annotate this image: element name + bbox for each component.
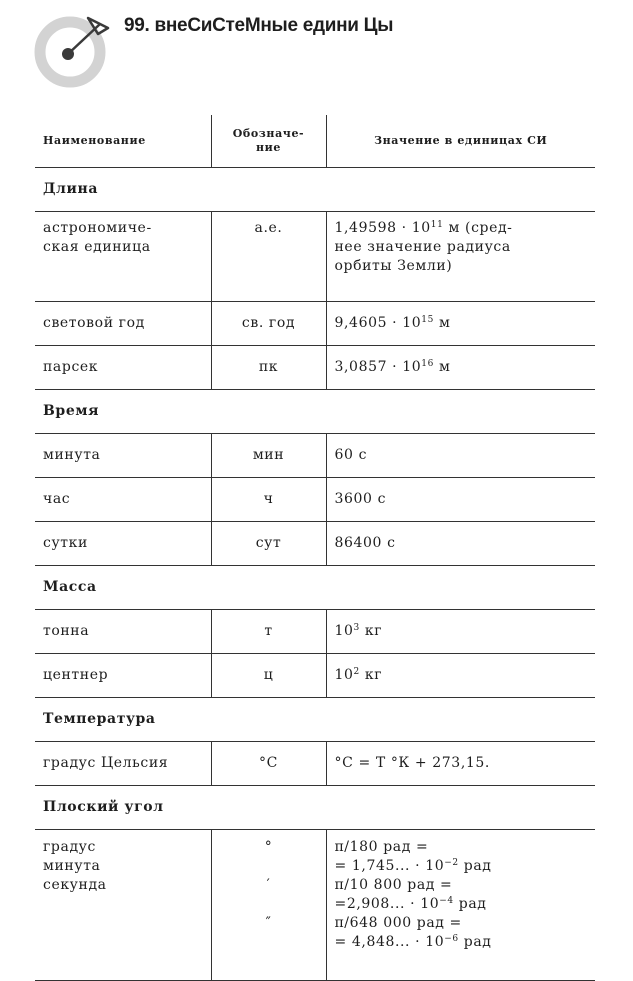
c-mantissa: 10 [334, 667, 354, 683]
table-row-minute [35, 434, 595, 478]
angle-symbol-minute: ′ [266, 877, 271, 893]
table-row-light-year [35, 302, 595, 346]
units-table [35, 115, 595, 981]
min-pre: =2,908... · 10 [334, 896, 440, 912]
pc-exp: 16 [421, 359, 434, 369]
header-symbol-line2: ние [255, 141, 281, 154]
cell-name-light-year: световой год [35, 302, 211, 346]
cell-value-celsius: °С = Т °К + 273,15. [326, 742, 595, 786]
deg-pre: = 1,745... · 10 [334, 858, 445, 874]
cell-value-hour: 3600 с [326, 478, 595, 522]
angle-name-second: секунда [43, 877, 107, 893]
t-exp: 3 [353, 623, 360, 633]
au-exp: 11 [430, 220, 444, 230]
section-row-time [35, 390, 595, 434]
cell-symbol-light-year: св. год [211, 302, 326, 346]
table-row-celsius [35, 742, 595, 786]
table-row-day [35, 522, 595, 566]
angle-min-line1: π/10 800 рад = [334, 877, 453, 893]
table-row-tonne [35, 610, 595, 654]
t-mantissa: 10 [334, 623, 354, 639]
cell-value-au [326, 212, 595, 302]
t-unit: кг [359, 623, 383, 639]
cell-symbol-hour: ч [211, 478, 326, 522]
deg-exp: −2 [444, 858, 459, 868]
angle-symbol-degree: ° [264, 839, 273, 855]
section-label-mass: Масса [35, 566, 595, 610]
angle-name-minute: минута [43, 858, 101, 874]
table-row-centner [35, 654, 595, 698]
table-row-au [35, 212, 595, 302]
cell-value-centner [326, 654, 595, 698]
cell-value-au-line3: орбиты Земли) [334, 258, 453, 274]
ly-mantissa: 9,4605 · 10 [334, 315, 422, 331]
cell-symbol-day: сут [211, 522, 326, 566]
cell-symbol-celsius: °С [211, 742, 326, 786]
cell-name-celsius: градус Цельсия [35, 742, 211, 786]
cell-symbol-angle [211, 830, 326, 981]
angle-deg-line2 [335, 857, 588, 876]
page-title [124, 15, 393, 37]
cell-symbol-minute: мин [211, 434, 326, 478]
section-label-time: Время [35, 390, 595, 434]
deg-unit: рад [458, 858, 492, 874]
cell-name-minute: минута [35, 434, 211, 478]
min-unit: рад [453, 896, 487, 912]
cell-symbol-centner: ц [211, 654, 326, 698]
pc-mantissa: 3,0857 · 10 [334, 359, 422, 375]
header-name: Наименование [35, 115, 211, 168]
ly-unit: м [433, 315, 451, 331]
cell-name-hour: час [35, 478, 211, 522]
section-row-length [35, 168, 595, 212]
section-title: внеСиСтеМные едини Цы [154, 15, 394, 36]
cell-name-centner: центнер [35, 654, 211, 698]
c-exp: 2 [353, 667, 360, 677]
au-rest: м (сред- [443, 220, 513, 236]
cell-name-angle [35, 830, 211, 981]
cell-value-au-line1 [335, 219, 588, 238]
pc-unit: м [433, 359, 451, 375]
cell-value-light-year [326, 302, 595, 346]
cell-symbol-tonne: т [211, 610, 326, 654]
table-header-row [35, 115, 595, 168]
angle-deg-line1: π/180 рад = [334, 839, 429, 855]
angle-min-line2 [335, 895, 588, 914]
angle-sec-line1: π/648 000 рад = [334, 915, 462, 931]
sec-exp: −6 [444, 934, 459, 944]
cell-value-angle [326, 830, 595, 981]
sec-pre: = 4,848... · 10 [334, 934, 445, 950]
cell-name-au-line2: ская единица [43, 239, 151, 255]
angle-name-degree: градус [43, 839, 96, 855]
section-label-temperature: Температура [35, 698, 595, 742]
c-unit: кг [359, 667, 383, 683]
header-symbol [211, 115, 326, 168]
section-logo-icon [34, 14, 110, 90]
angle-sec-line2 [335, 933, 588, 952]
section-row-mass [35, 566, 595, 610]
cell-name-au [35, 212, 211, 302]
table-row-hour [35, 478, 595, 522]
table-row-parsec [35, 346, 595, 390]
section-row-temperature [35, 698, 595, 742]
table-row-angle [35, 830, 595, 981]
ly-exp: 15 [421, 315, 434, 325]
section-label-angle: Плоский угол [35, 786, 595, 830]
angle-symbol-second: ″ [265, 915, 272, 931]
header-symbol-line1: Обозначе- [232, 127, 305, 140]
cell-name-day: сутки [35, 522, 211, 566]
cell-value-minute: 60 с [326, 434, 595, 478]
cell-name-parsec: парсек [35, 346, 211, 390]
cell-symbol-parsec: пк [211, 346, 326, 390]
cell-name-tonne: тонна [35, 610, 211, 654]
min-exp: −4 [439, 896, 454, 906]
cell-name-au-line1: астрономиче- [43, 220, 152, 236]
header-value: Значение в единицах СИ [326, 115, 595, 168]
cell-value-tonne [326, 610, 595, 654]
section-row-angle [35, 786, 595, 830]
section-label-length: Длина [35, 168, 595, 212]
sec-unit: рад [458, 934, 492, 950]
cell-symbol-au: а.е. [211, 212, 326, 302]
cell-value-parsec [326, 346, 595, 390]
cell-value-day: 86400 с [326, 522, 595, 566]
cell-value-au-line2: нее значение радиуса [334, 239, 511, 255]
au-mantissa: 1,49598 · 10 [334, 220, 431, 236]
section-number: 99. [124, 15, 150, 36]
